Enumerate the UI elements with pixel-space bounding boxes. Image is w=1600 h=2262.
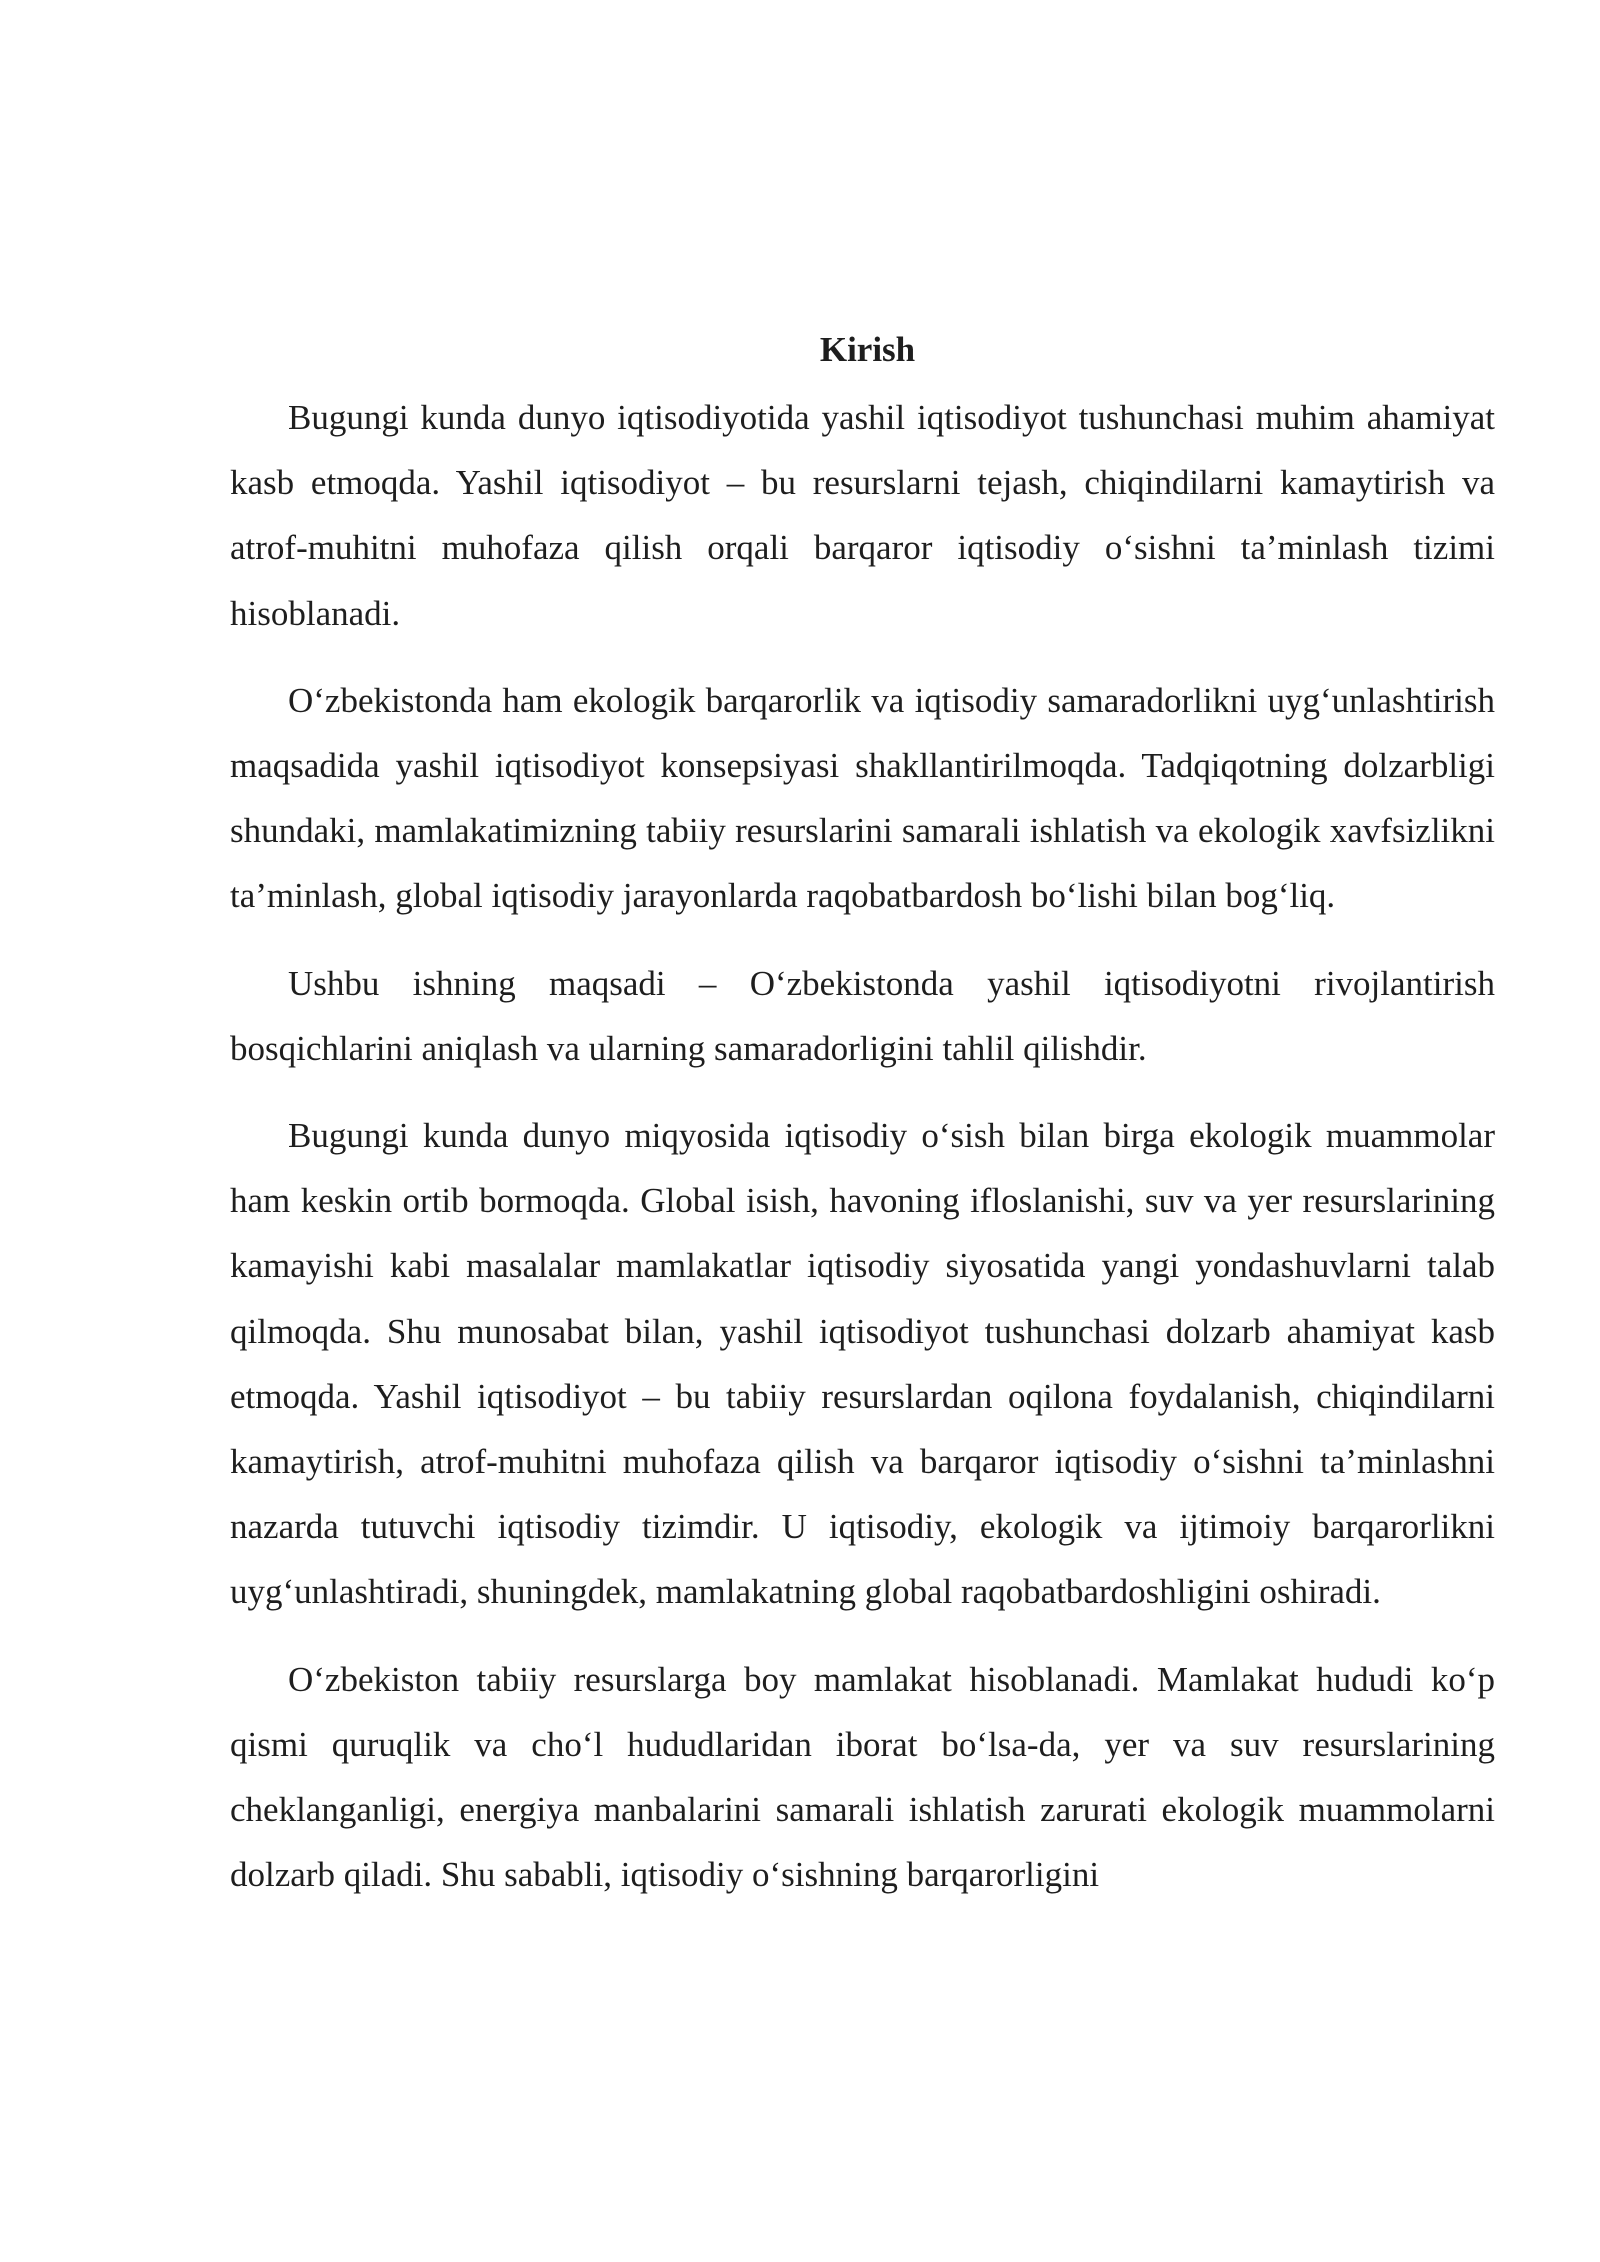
paragraph-3: Ushbu ishning maqsadi – O‘zbekistonda yashil iqtisodiyotni rivojlantirish bosqichlarini aniqlash va ularning samaradorligini tahlil qilishdir. (230, 963, 1495, 1068)
paragraph-5: O‘zbekiston tabiiy resurslarga boy mamlakat hisoblanadi. Mamlakat hududi ko‘p qismi quruqlik va cho‘l hududlaridan iborat bo‘lsa-da, yer va suv resurslarining cheklanganligi, energiya manbalarini samarali ishlatish zarurati ekologik muammolarni dolzarb qiladi. Shu sababli, iqtisodiy o‘sishning barqarorligini (230, 1659, 1495, 1895)
paragraph-1: Bugungi kunda dunyo iqtisodiyotida yashil iqtisodiyot tushunchasi muhim ahamiyat kasb etmoqda. Yashil iqtisodiyot – bu resurslarni tejash, chiqindilarni kamaytirish va atrof-muhitni muhofaza qilish orqali barqaror iqtisodiy o‘sishni ta’minlash tizimi hisoblanadi. (230, 398, 1495, 633)
paragraph-2: O‘zbekistonda ham ekologik barqarorlik va iqtisodiy samaradorlikni uyg‘unlashtirish maqsadida yashil iqtisodiyot konsepsiyasi shakllantirilmoqda. Tadqiqotning dolzarbligi shundaki, mamlakatimizning tabiiy resurslarini samarali ishlatish va ekologik xavfsizlikni ta’minlash, global iqtisodiy jarayonlarda raqobatbardosh bo‘lishi bilan bog‘liq. (230, 680, 1495, 916)
document-body (230, 326, 1495, 1929)
section-title: Kirish (819, 330, 916, 369)
paragraph-4: Bugungi kunda dunyo miqyosida iqtisodiy o‘sish bilan birga ekologik muammolar ham keskin ortib bormoqda. Global isish, havoning ifloslanishi, suv va yer resurslarining kamayishi kabi masalalar mamlakatlar iqtisodiy siyosatida yangi yondashuvlarni talab qilmoqda. Shu munosabat bilan, yashil iqtisodiyot tushunchasi dolzarb ahamiyat kasb etmoqda. Yashil iqtisodiyot – bu tabiiy resurslardan oqilona foydalanish, chiqindilarni kamaytirish, atrof-muhitni muhofaza qilish va barqaror iqtisodiy o‘sishni ta’minlashni nazarda tutuvchi iqtisodiy tizimdir. U iqtisodiy, ekologik va ijtimoiy barqarorlikni uyg‘unlashtiradi, shuningdek, mamlakatning global raqobatbardoshligini oshiradi. (230, 1116, 1495, 1612)
